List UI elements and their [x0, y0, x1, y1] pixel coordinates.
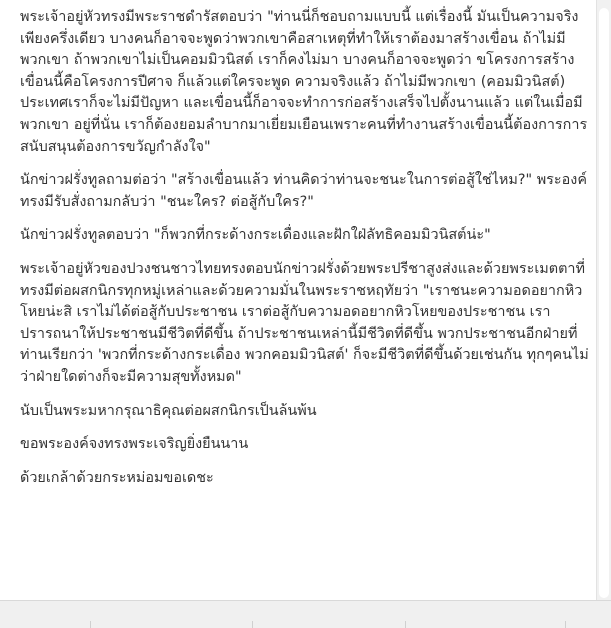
bottom-bar	[0, 600, 611, 628]
article-paragraph-1: พระเจ้าอยู่หัวทรงมีพระราชดำรัสตอบว่า "ท่านนี่ก็ชอบถามแบบนี้ แต่เรื่องนี้ มันเป็นความจริงเพียงครึ่งเดียว บางคนก็อาจจะพูดว่าพวกเขาคือสาเหตุที่ทำให้เราต้องมาสร้างเขื่อน ถ้าไม่มีพวกเขา ถ้าพวกเขาไม่เป็นคอมมิวนิสต์ เราก็คงไม่มา บางคนก็อาจจะพูดว่า ขโครงการสร้างเขื่อนนี้คือโครงการปีศาจ ก็แล้วแต่ใครจะพูด ความจริงแล้ว ถ้าไม่มีพวกเขา (คอมมิวนิสต์) ประเทศเราก็จะไม่มีปัญหา และเขื่อนนี้ก็อาจจะทำการก่อสร้างเสร็จไปตั้งนานแล้ว แต่ในเมื่อมีพวกเขา อยู่ที่นั่น เราก็ต้องยอมลำบากมาเยี่ยมเยือนเพราะคนที่ทำงานสร้างเขื่อนนี้ต้องการการสนับสนุนต้องการขวัญกำลังใจ"	[20, 9, 588, 155]
article-paragraph-3: นักข่าวฝรั่งทูลตอบว่า "ก็พวกที่กระด้างกระเดื่องและฝักใฝ่ลัทธิคอมมิวนิสต์น่ะ"	[20, 227, 491, 244]
scrollbar-thumb[interactable]	[599, 8, 609, 598]
article-paragraph-2: นักข่าวฝรั่งทูลถามต่อว่า "สร้างเขื่อนแล้ว ท่านคิดว่าท่านจะชนะในการต่อสู้ใช่ไหม?" พระองค์ทรงมีรับสั่งถามกลับว่า "ชนะใคร? ต่อสู้กับใคร?"	[20, 172, 587, 210]
article-paragraph-7: ด้วยเกล้าด้วยกระหม่อมขอเดชะ	[20, 469, 214, 486]
article-paragraph-5: นับเป็นพระมหากรุณาธิคุณต่อผสกนิกรเป็นล้นพ้น	[20, 402, 317, 419]
bottom-bar-divider	[252, 621, 253, 628]
bottom-bar-divider	[565, 621, 566, 628]
article-paragraph-6: ขอพระองค์จงทรงพระเจริญยิ่งยืนนาน	[20, 436, 249, 453]
vertical-scrollbar[interactable]	[596, 0, 611, 600]
bottom-bar-divider	[90, 621, 91, 628]
article-paragraph-4: พระเจ้าอยู่หัวของปวงชนชาวไทยทรงตอบนักข่าวฝรั่งด้วยพระปรีชาสูงส่งและด้วยพระเมตตาที่ทรงมีต่อผสกนิกรทุกหมู่เหล่าและด้วยความมั่นในพระราชหฤทัยว่า "เราชนะความอดอยากหิวโหยน่ะสิ เราไม่ได้ต่อสู้กับประชาชน เราต่อสู้กับความอดอยากหิวโหยของประชาชน เราปรารถนาให้ประชาชนมีชีวิตที่ดีขึ้น ถ้าประชาชนเหล่านี้มีชีวิตที่ดีขึ้น พวกประชาชนอีกฝ่ายที่ท่านเรียกว่า 'พวกที่กระด้างกระเดื่อง พวกคอมมิวนิสต์' ก็จะมีชีวิตที่ดีขึ้นด้วยเช่นกัน ทุกๆคนไม่ว่าฝ่ายใดต่างก็จะมีความสุขทั้งหมด"	[20, 260, 589, 385]
article-body	[20, 7, 590, 501]
bottom-bar-divider	[405, 621, 406, 628]
